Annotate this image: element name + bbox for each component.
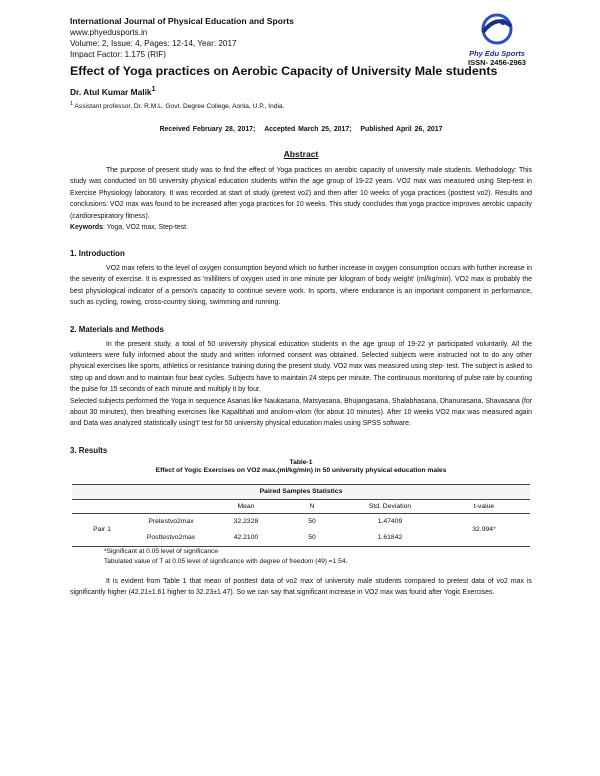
row-label: Pretestvo2max: [148, 518, 194, 526]
author: [70, 86, 532, 97]
col-header-n: N: [282, 499, 342, 513]
dates-line: [70, 126, 532, 133]
published-date: Published April 26, 2017: [360, 125, 443, 133]
cell-mean: 32.2328: [233, 518, 259, 526]
received-date: Received February 28, 2017;: [159, 125, 256, 133]
issn: ISSN- 2456-2963: [468, 58, 526, 67]
abstract-text: The purpose of present study was to find the effect of Yoga practices on aerobic capacity of university male students. Methodology: This study was conducted on 50 university physical education students within the age group of 19-22 years. VO2 max was measured using Step-test in Exercise Physiology laboratory. It was recorded at start of study (pretest vo2) and then after 10 weeks of yoga practices (posttest vo2). Results and conclusions: VO2 max was found to be increased after yoga practices for 10 weeks. This study concludes that yoga practice improves aerobic capacity (cardiorespiratory fitness).: [70, 166, 532, 220]
col-header-sd: Std. Deviation: [342, 499, 438, 513]
intro-heading: 1. Introduction: [70, 249, 125, 259]
table-title: Paired Samples Statistics: [72, 484, 530, 499]
paired-samples-table: [72, 484, 530, 547]
pair-label: Pair 1: [72, 513, 132, 546]
impact-factor: Impact Factor: 1.175 (RIF): [70, 50, 167, 59]
keywords: [70, 222, 532, 233]
journal-website[interactable]: www.phyedusports.in: [70, 28, 148, 37]
row-label: Posttestvo2max: [132, 530, 210, 547]
results-heading: 3. Results: [70, 445, 108, 455]
table-row: [72, 513, 530, 530]
accepted-date: Accepted March 25, 2017;: [264, 125, 352, 133]
cell-n: 50: [282, 530, 342, 547]
results-text: It is evident from Table 1 that mean of posttest data of vo2 max of university male students compared to pretest data of vo2 max is significantly higher (42.21±1.61 higher to 32.23±1.47). So we can say that significant increase in VO2 max was found after Yogic Exercises.: [70, 577, 532, 597]
col-header-t: t-value: [438, 499, 530, 513]
intro-text: VO2 max refers to the level of oxygen consumption beyond which no further increase in oxygen consumption occurs with further increase in the severity of exercise. It is expressed as 'milliliters of oxygen used in one minute per kilogram of body weight' (ml/kg/min). VO2 max is probably the best physiological indicator of a person's capacity to continue severe work. In sports, where endurance is an important component in performance, such as cycling, rowing, cross-country skiing, swimming and running.: [70, 265, 532, 307]
cell-t-value: 32.994*: [438, 513, 530, 546]
keywords-label: Keywords: [70, 224, 103, 232]
significance-note: *Significant at 0.05 level of significance: [104, 547, 218, 555]
cell-sd: 1.61842: [342, 530, 438, 547]
methods-heading: 2. Materials and Methods: [70, 324, 164, 334]
cell-sd: 1.47409: [377, 518, 403, 526]
paper-page: [70, 16, 532, 599]
table-label: Table-1: [289, 458, 313, 466]
methods-paragraph-2: Selected subjects performed the Yoga in sequence Asanas like Naukasana, Matsyasana, Bhujangasana, Shalabhasana, Dhanurasana, Shavasana (for about 30 minutes), then breathing exercises like Kapalbhati and anulom-vilom (for about 10 minutes). After 10 weeks VO2 max was measured again and Data was analyzed statistically using't' test for 50 university physical education males using SPSS software.: [70, 397, 532, 428]
affiliation-sup: 1: [70, 100, 74, 107]
logo-brand: Phy Edu Sports: [469, 49, 525, 58]
journal-header: [70, 16, 532, 60]
paper-title: Effect of Yoga practices on Aerobic Capacity of University Male students: [70, 64, 498, 78]
volume-line: Volume: 2, Issue: 4, Pages: 12-14, Year: 2017: [70, 39, 237, 48]
author-name: Dr. Atul Kumar Malik: [70, 86, 152, 97]
cell-mean: 42.2100: [210, 530, 282, 547]
cell-n: 50: [308, 518, 316, 526]
keywords-text: : Yoga, VO2 max, Step-test.: [102, 224, 188, 232]
author-sup: 1: [151, 86, 156, 93]
col-header-mean: Mean: [210, 499, 282, 513]
journal-name: International Journal of Physical Education and Sports: [70, 16, 294, 26]
methods-paragraph-1: In the present study, a total of 50 university physical education students in the age group of 19-22 yr participated voluntarily. All the volunteers were fully informed about the study and written informed consent was obtained. Selected subjects were instructed not to do any other physical exercises like sports, athletics or resistance training during the present study. VO2 max was measured using step- test. The subject is asked to step up and down and to maintain four beat cycles. Subjects have to maintain 24 steps per minute. The continuous monitoring of pulse rate by counting the pulse for 15 seconds of each minute and multiply it by four.: [70, 340, 532, 394]
tabulated-value-note: Tabulated value of T at 0.05 level of significance with degree of freedom (49) =1.54.: [104, 558, 348, 566]
affiliation: [70, 101, 532, 110]
table-caption: Effect of Yogic Exercises on VO2 max.(ml/kg/min) in 50 university physical education males: [155, 466, 447, 474]
affiliation-text: Assistant professor, Dr. R.M.L. Govt. Degree College, Aonla, U.P., India.: [74, 102, 285, 110]
abstract-heading: Abstract: [283, 148, 319, 159]
